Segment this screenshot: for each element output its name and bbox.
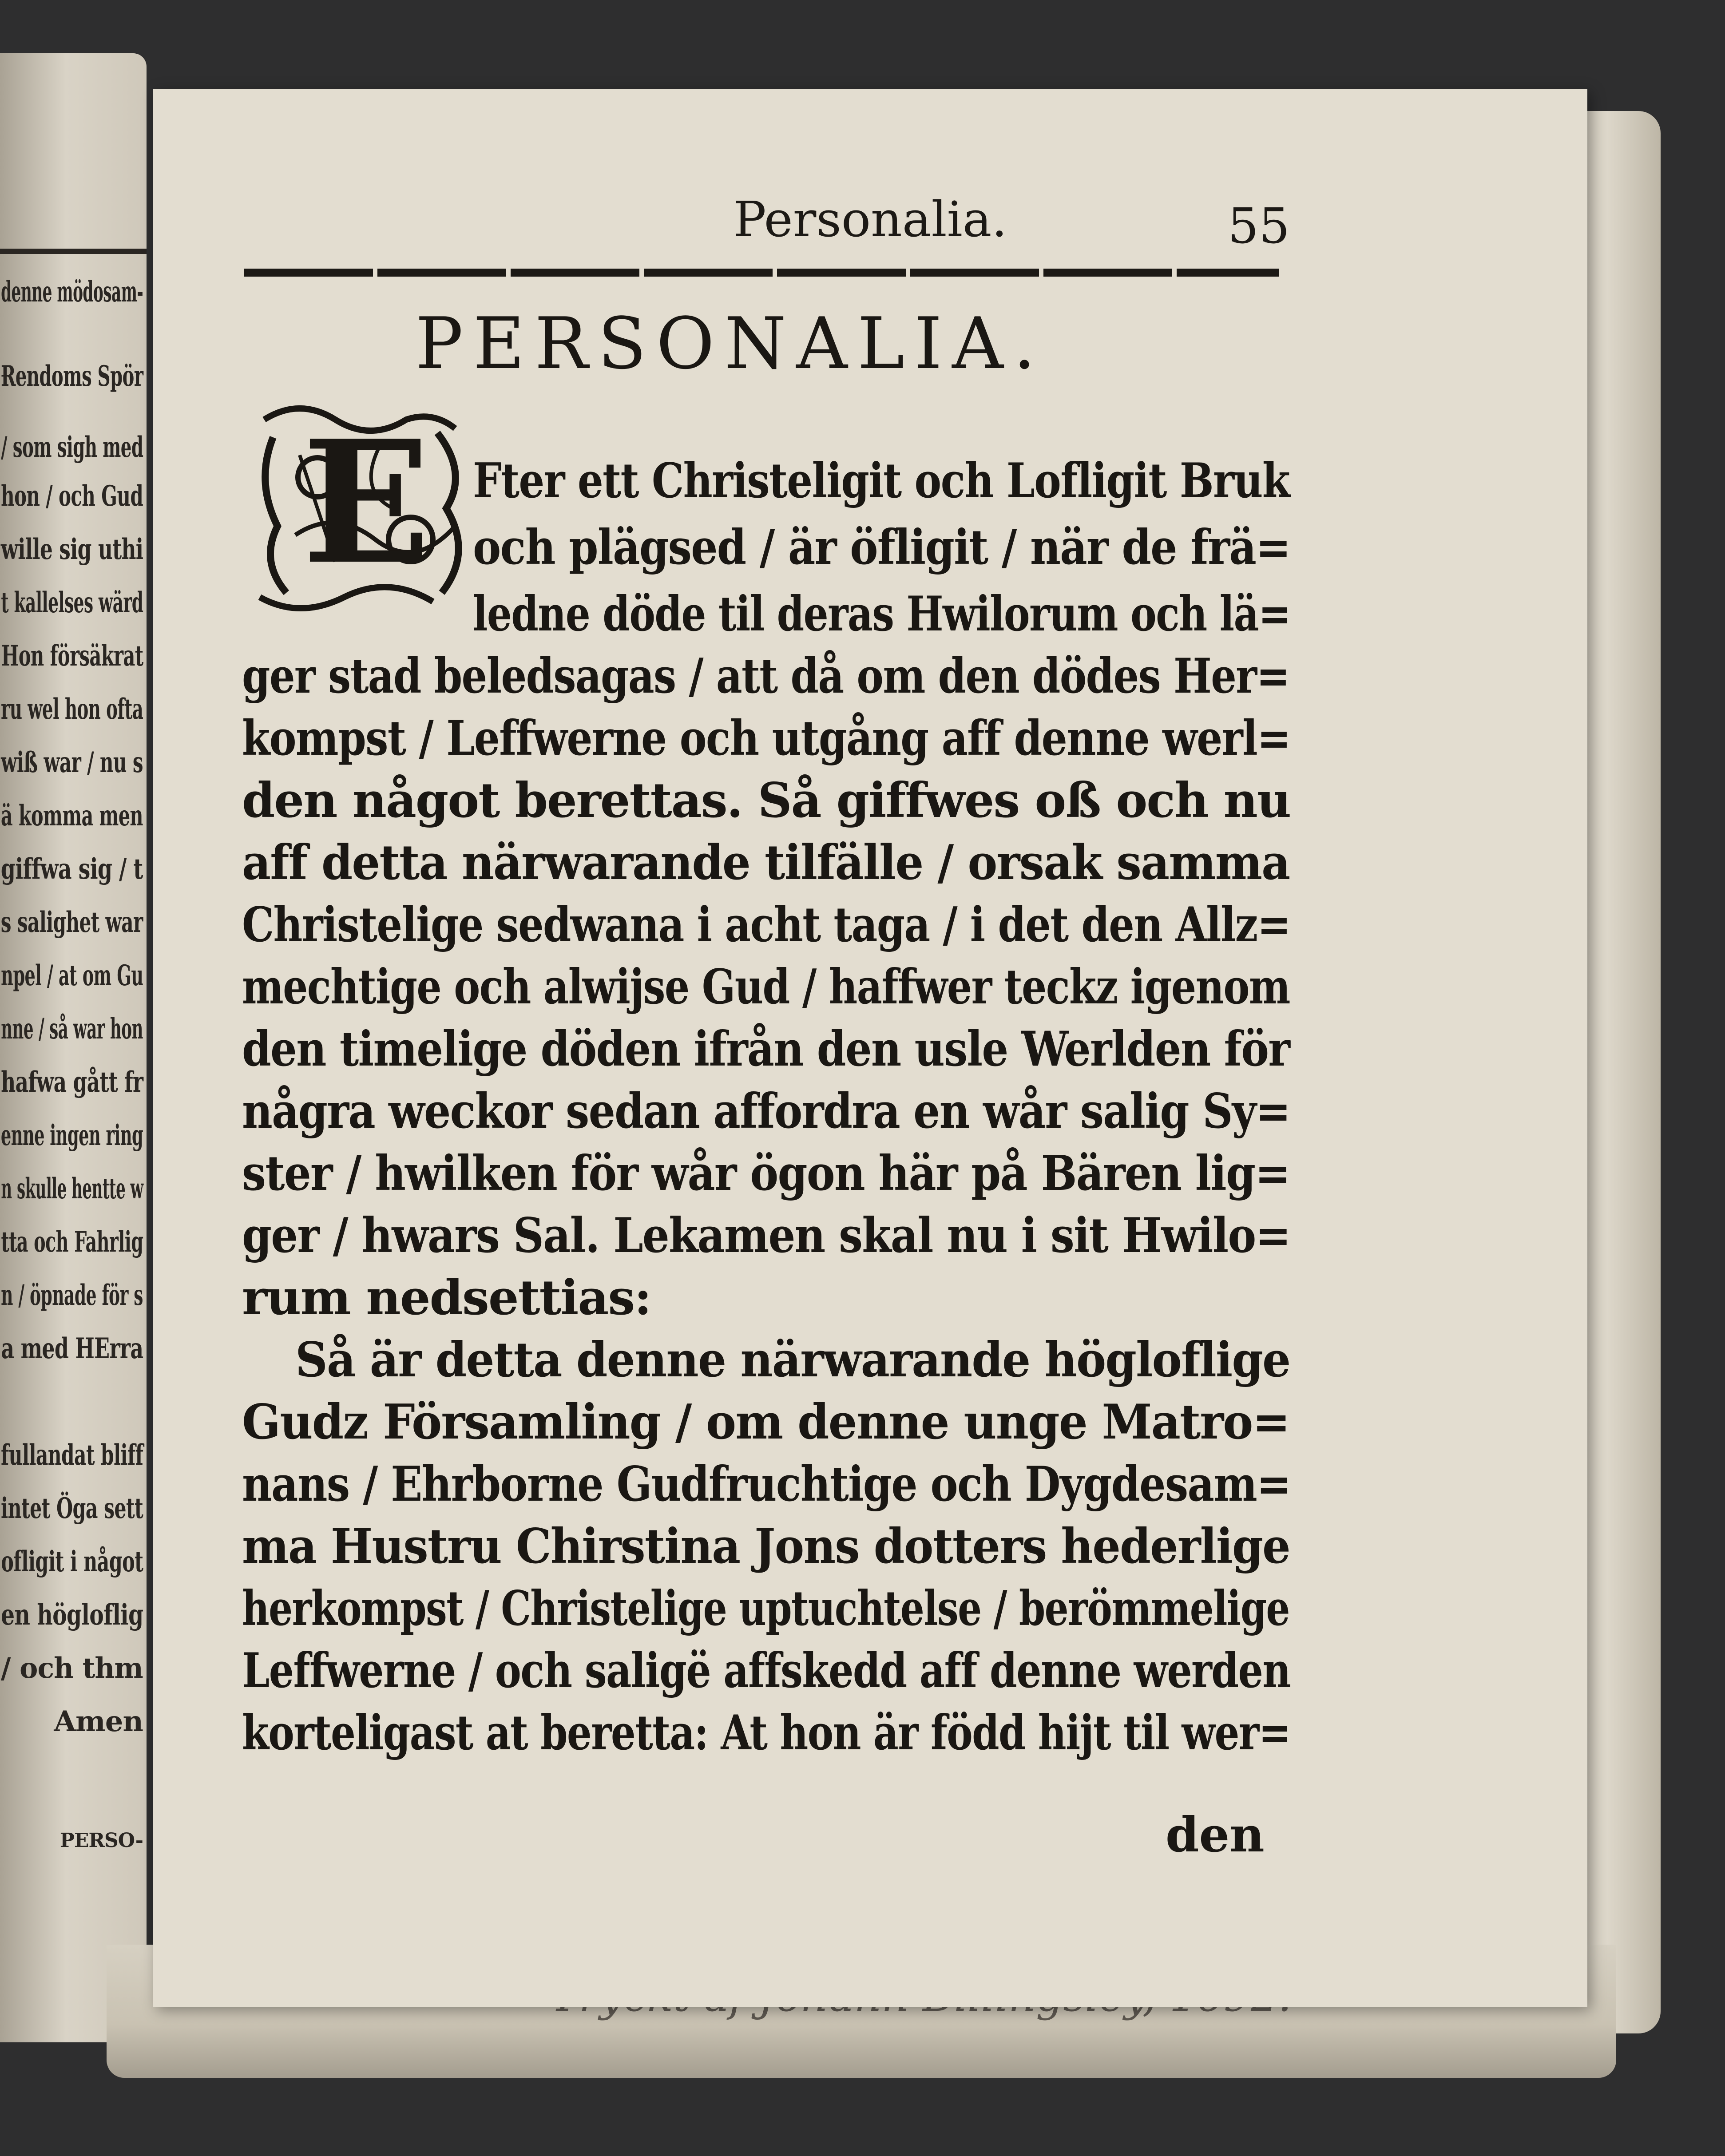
left-page-fragment: s salighet war — [1, 906, 143, 939]
left-page-fragment: Amen — [54, 1705, 143, 1738]
text-line: Gudz Församling / om denne unge Matro= — [242, 1394, 1290, 1450]
text-line: Så är detta denne närwarande högloflige — [295, 1332, 1290, 1388]
left-page-fragment: / som sigh med — [0, 431, 143, 464]
left-page-catchword: PERSO- — [59, 1829, 143, 1852]
text-line: ger stad beledsagas / att då om den dödes Her= — [242, 648, 1289, 704]
left-page-fragment: Ɍendoms Spör — [0, 360, 143, 393]
text-line: korteligast at beretta: At hon är född hijt til wer= — [242, 1705, 1291, 1761]
left-page-fragment: Hon försäkrat — [1, 639, 143, 673]
text-line: herkompst / Christelige uptuchtelse / berömmelige — [242, 1581, 1289, 1637]
left-page-fragment: npel / at om Gu — [0, 959, 143, 992]
left-page-fragment: / och thm — [0, 1652, 143, 1685]
left-page-fragment: wille sig uthi — [0, 533, 143, 566]
text-line: Fter ett Christeligit och Lofligit Bruk — [473, 453, 1290, 509]
text-line: och plägsed / är öfligit / när de frä= — [473, 519, 1290, 575]
left-page-fragment: ofligit i något — [0, 1545, 143, 1578]
text-line: ger / hwars Sal. Lekamen skal nu i sit Hwilo= — [242, 1208, 1290, 1264]
text-line: ster / hwilken för wår ögon här på Bären lig= — [242, 1145, 1290, 1201]
left-page-fragment: hafwa gått fr — [0, 1066, 143, 1099]
text-line: Leffwerne / och saligë affskedd aff denne werden — [242, 1643, 1291, 1699]
left-facing-page — [0, 53, 147, 2042]
body-text — [153, 89, 1587, 2007]
text-line: ma Hustru Chirstina Jons dotters hederlige — [242, 1518, 1290, 1574]
left-page-rule — [0, 249, 147, 254]
text-line: ledne döde til deras Hwilorum och lä= — [473, 586, 1291, 642]
page-title: PERSONALIA. — [415, 302, 1046, 385]
left-page-fragment: intet Öga sett — [0, 1492, 143, 1525]
left-page-fragment: enne ingen ring — [0, 1119, 143, 1152]
left-page-fragment: n / öpnade för s — [1, 1279, 143, 1312]
left-page-fragment: n skulle hentte w — [1, 1172, 143, 1205]
text-line: några weckor sedan affordra en wår salig Sy= — [242, 1083, 1290, 1139]
left-page-fragment: nne / så war hon — [1, 1012, 143, 1046]
main-page — [153, 89, 1587, 2007]
left-page-fragment: t kallelses wärd — [0, 586, 143, 619]
text-line: den timelige döden ifrån den usle Werlden för — [242, 1021, 1290, 1077]
left-page-fragment: wiß war / nu s — [1, 746, 143, 779]
left-page-fragment: en högloflig — [0, 1598, 143, 1632]
left-page-fragment: a med HErra — [0, 1332, 143, 1365]
left-page-fragment: ä komma men — [0, 799, 143, 832]
running-head: Personalia. — [733, 191, 1007, 248]
left-page-fragment: denne mödosam- — [0, 275, 143, 309]
text-line: Christelige sedwana i acht taga / i det den Allz= — [242, 897, 1290, 953]
left-page-fragment: tta och Fahrlig — [0, 1225, 143, 1259]
text-line: kompst / Leffwerne och utgång aff denne werl= — [242, 710, 1290, 766]
page-number: 55 — [1228, 198, 1290, 254]
text-line: mechtige och alwijse Gud / haffwer teckz igenom — [242, 959, 1290, 1015]
text-line: aff detta närwarande tilfälle / orsak samma — [242, 835, 1290, 891]
text-line: rum nedsettias: — [242, 1270, 651, 1326]
initial-letter: E — [302, 403, 431, 602]
left-page-fragment: fullandat bliff — [0, 1439, 143, 1472]
left-page-fragment: ru wel hon ofta — [0, 693, 143, 726]
left-page-fragment: hon / och Gud — [0, 480, 143, 513]
catchword: den — [1166, 1807, 1265, 1863]
text-line: nans / Ehrborne Gudfruchtige och Dygdesam= — [242, 1456, 1291, 1512]
text-line: den något berettas. Så giffwes oß och nu — [242, 773, 1291, 828]
left-page-fragment: giffwa sig / t — [1, 852, 143, 886]
